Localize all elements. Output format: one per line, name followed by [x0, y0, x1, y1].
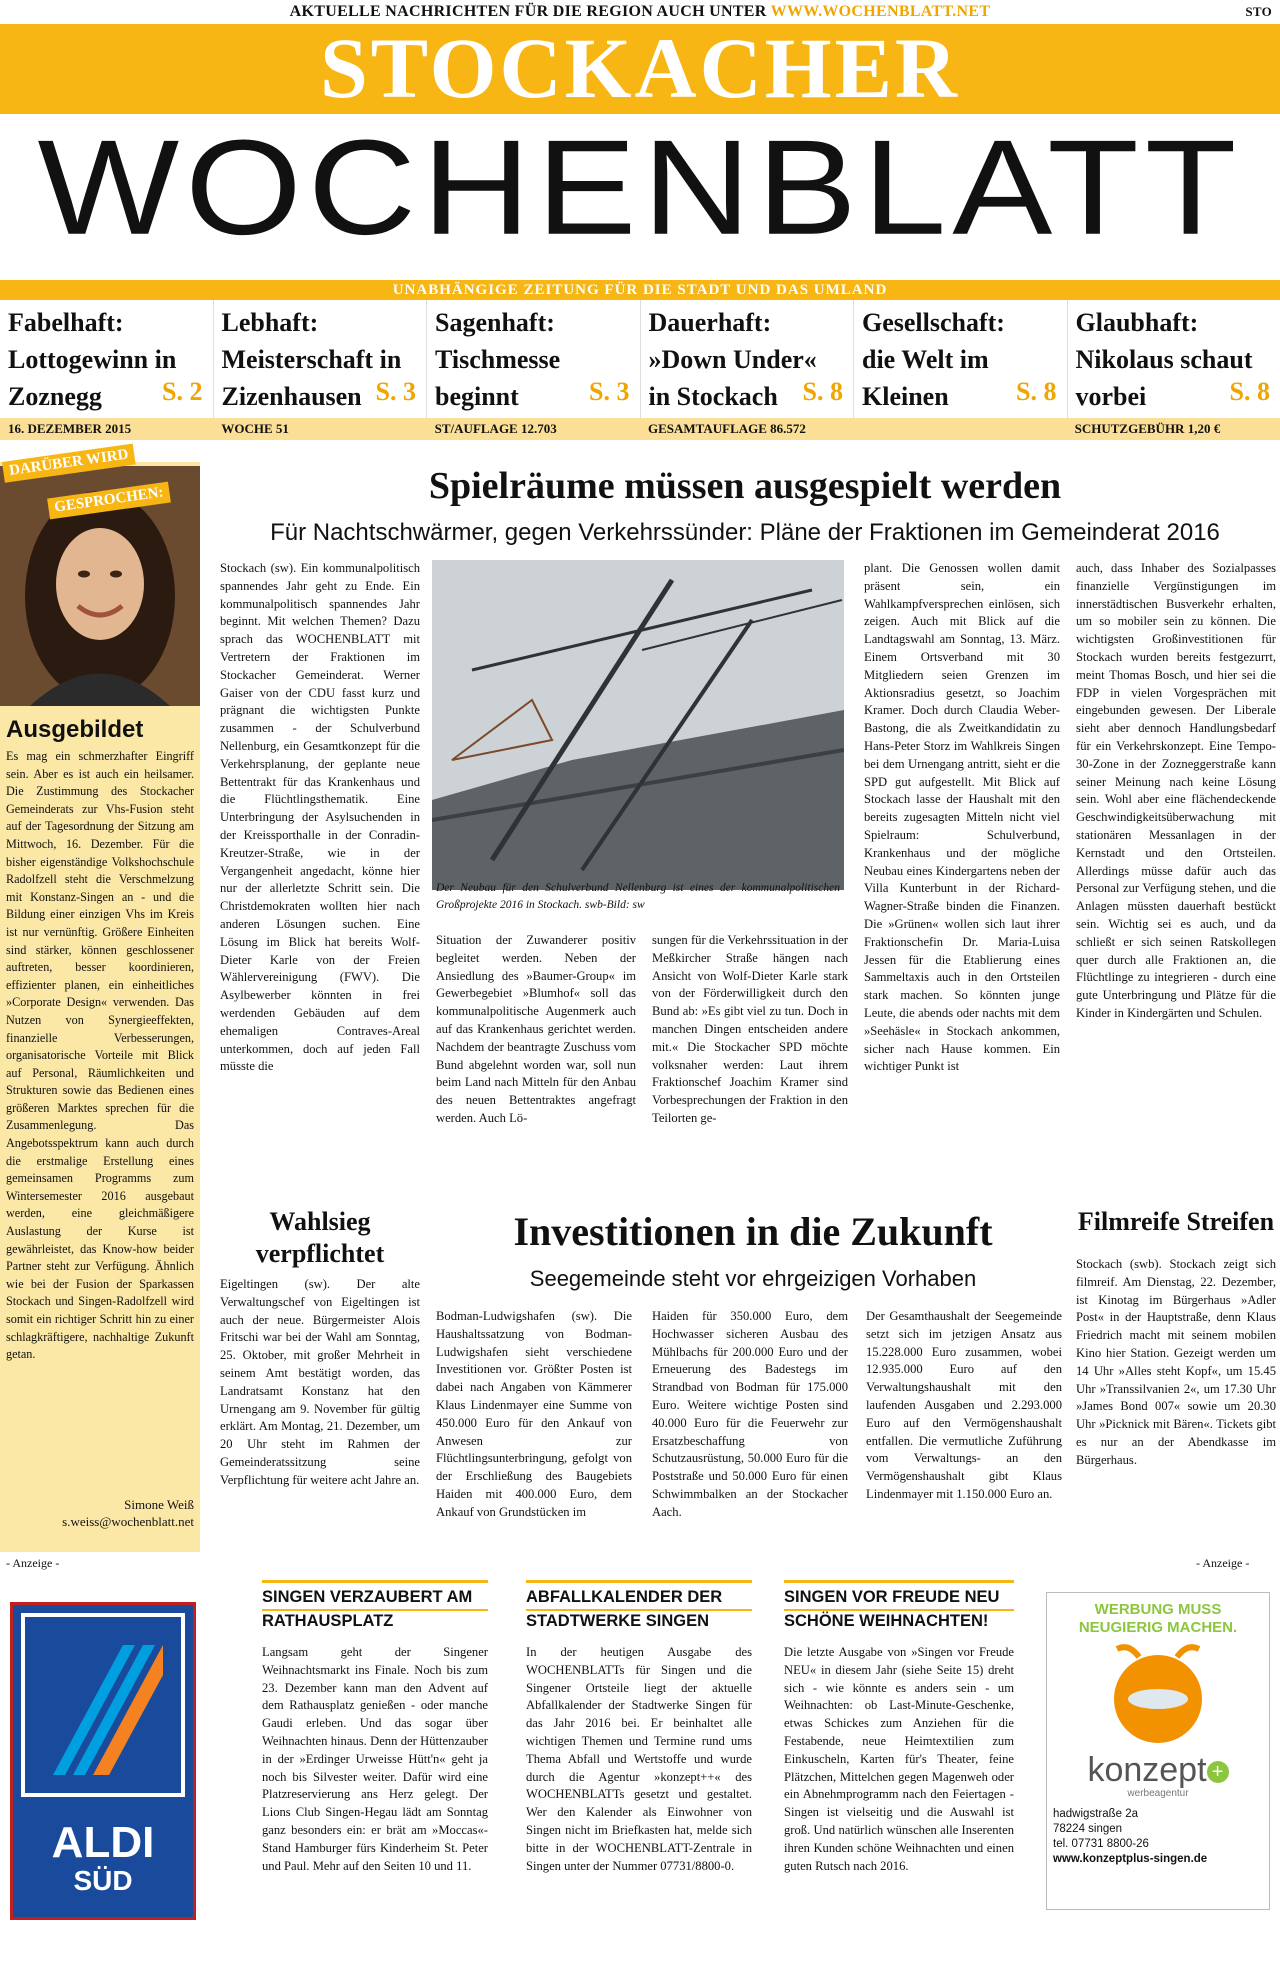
teaser-page-ref: S. 3	[375, 377, 416, 406]
brief-headline-line: RATHAUSPLATZ	[262, 1609, 488, 1631]
author-email-link[interactable]: s.weiss@wochenblatt.net	[62, 1514, 194, 1529]
teaser-item[interactable]	[854, 300, 1068, 418]
konzept-ad[interactable]	[1046, 1592, 1270, 1910]
plus-icon: +	[1207, 1761, 1229, 1783]
masthead-subtitle: UNABHÄNGIGE ZEITUNG FÜR DIE STADT UND DAS UMLAND	[0, 280, 1280, 300]
issue-fee: SCHUTZGEBÜHR 1,20 €	[1074, 421, 1221, 436]
teaser-item[interactable]	[214, 300, 428, 418]
photo-caption: Der Neubau für den Schulverbund Nellenburg ist eines der kommunalpolitischen Großprojekte 2016 in Stockach. swb-Bild: sw	[436, 882, 840, 911]
konzept-city: 78224 singen	[1053, 1823, 1123, 1835]
ad-label: - Anzeige -	[6, 1556, 60, 1570]
main-headline: Spielräume müssen ausgespielt werden	[428, 465, 1062, 507]
aldi-sub: SÜD	[73, 1865, 133, 1896]
konzept-website-link[interactable]: www.konzeptplus-singen.de	[1053, 1853, 1208, 1865]
teaser-line: Nikolaus schaut	[1075, 345, 1253, 374]
brief-headline-line: ABFALLKALENDER DER	[526, 1588, 723, 1606]
brief-body: Langsam geht der Singener Weihnachtsmarkt ins Finale. Noch bis zum 23. Dezember kann man den Advent auf dem Rathausplatz genießen - oder manche Gaudi erleben. Und das sogar über Weihnachten hinaus. Denn der Hüttenzauber in der »Erdinger Urweisse Hütt'n« geht ja noch bis Silvester weiter. Dafür wird eine Platzreservierung ans Herz gelegt. Der Lions Club Singen-Hegau lädt am Sonntag ganz besonders ein: er brät am »Moccas«-Stand Hamburger fürs Kinderheim St. Peter und Paul. Mehr auf den Seiten 10 und 11.	[262, 1645, 488, 1873]
konzept-slogan: WERBUNG MUSS NEUGIERIG MACHEN.	[1078, 1601, 1238, 1636]
teaser-bar	[0, 300, 1280, 418]
issue-edition: ST/AUFLAGE 12.703	[434, 421, 557, 436]
teaser-page-ref: S. 8	[802, 377, 843, 406]
aldi-ad[interactable]	[10, 1602, 196, 1920]
teaser-line: Sagenhaft:	[435, 308, 555, 337]
ad-label: - Anzeige -	[1196, 1556, 1250, 1570]
teaser-page-ref: S. 2	[162, 377, 203, 406]
teaser-page-ref: S. 8	[1229, 377, 1270, 406]
teaser-line: Gesellschaft:	[862, 308, 1005, 337]
aldi-logo-icon	[13, 1605, 193, 1805]
teaser-line: Tischmesse	[435, 345, 561, 374]
brief-headline-line: STADTWERKE SINGEN	[526, 1609, 752, 1631]
sidebar-label: GESPROCHEN:	[47, 482, 171, 520]
masthead-title-stockacher: STOCKACHER	[319, 20, 961, 116]
investitionen-column: Der Gesamthaushalt der Seegemeinde setzt sich im jetzigen Ansatz aus 15.228.000 Euro zusammen, wobei 12.935.000 Euro auf den Verwaltungshaushalt mit den laufenden Ausgaben und 2.293.000 Euro auf den Vermögenshaushalt entfallen. Die vermutliche Zuführung vom Verwaltungs- an den Vermögenshaushalt gibt Klaus Lindenmayer mit 1.150.000 Euro an.	[866, 1309, 1062, 1501]
issue-info-bar	[0, 418, 1280, 440]
teaser-line: in Stockach	[648, 382, 778, 411]
teaser-line: beginnt	[435, 382, 519, 411]
teaser-item[interactable]	[641, 300, 855, 418]
teaser-line: vorbei	[1075, 382, 1147, 411]
filmreife-body: Stockach (swb). Stockach zeigt sich filmreif. Am Dienstag, 22. Dezember, ist Kinotag im Bürgerhaus »Adler Post« in der Hauptstraße, denn Klaus Friedrich macht mit seinem mobilen Kino hier Station. Gezeigt werden um 14 Uhr »Alles steht Kopf«, um 15.45 Uhr »Transsilvanien 2«, um 17.30 Uhr »James Bond 007« sowie um 20.30 Uhr »Picknick mit Bären«. Tickets gibt es nur an der Abendkasse im Bürgerhaus.	[1076, 1257, 1276, 1467]
brief-body: Die letzte Ausgabe von »Singen vor Freude NEU« in diesem Jahr (siehe Seite 15) dreht sich - wie könnte es anders sein - um Weihnachten: ob Last-Minute-Geschenke, etwas Schickes zum Anziehen für die Festabende, neue Heimtextilien zum Einkuscheln, Karten für's Theater, feine Plätzchen, Mittelchen gegen Magenweh oder ein Abnehmprogramm nach den Feiertagen - Singen ist vielseitig und die Auswahl ist groß. Und natürlich wünschen alle Inserenten ihren Kunden schöne Weihnachten und einen guten Rutsch nach 2016.	[784, 1645, 1014, 1873]
wahlsieg-headline: Wahlsieg verpflichtet	[255, 1207, 385, 1268]
wahlsieg-body: Eigeltingen (sw). Der alte Verwaltungschef von Eigeltingen ist auch der neue. Bürgermeister Alois Fritschi war bei der Wahl am Sonntag, 25. Oktober, mit großer Mehrheit in seinem Amt bestätigt worden, das Landratsamt Konstanz hat den Urnengang am 9. November für gültig erklärt. Am Montag, 21. Dezember, um 20 Uhr steht im Rahmen der Gemeinderatssitzung seine Verpflichtung für weitere acht Jahre an.	[220, 1277, 420, 1487]
main-article-column: plant. Die Genossen wollen damit präsent sein, ein Wahlkampfversprechen einlösen, sich zeigen. Auch mit Blick auf die Landtagswahl am Sonntag, 13. März. Einem Ortsverband mit 30 Mitgliedern seien Grenzen im Aktionsradius gesetzt, so Joachim Kramer. Doch durch Claudia Weber-Bastong, die als Zweitkandidatin zu Hans-Peter Storz im Wahlkreis Singen bei dem Urnengang antritt, sieht er die SPD gut aufgestellt. Mit Blick auf Stockach lasse der Haushalt mit den bereits zugesagten Mitteln nicht viel Spielraum: Schulverbund, Krankenhaus und der mögliche Neubau eines Kindergartens neben der Villa Kunterbunt in der Richard-Wagner-Straße binden die Finanzen. Die »Grünen« wollen sich laut ihrer Fraktionschefin Dr. Maria-Luisa Jessen für die Etablierung eines Sammeltaxis auch in den Ortsteilen stark machen. So könnten junge Leute, die abends oder nachts mit dem »Seehäsle« in Stockach ankommen, sicher nach Hause kommen. Ein wichtiger Punkt ist	[864, 561, 1060, 1074]
issue-date: 16. DEZEMBER 2015	[8, 421, 132, 436]
teaser-item[interactable]	[427, 300, 641, 418]
sidebar-label: DARÜBER WIRD	[2, 444, 136, 483]
teaser-line: Zoznegg	[8, 382, 102, 411]
teaser-page-ref: S. 3	[589, 377, 630, 406]
investitionen-headline: Investitionen in die Zukunft	[513, 1209, 993, 1254]
teaser-line: Lebhaft:	[221, 308, 319, 337]
brief-headline-line: SINGEN VERZAUBERT AM	[262, 1588, 473, 1606]
brief-headline-line: SCHÖNE WEIHNACHTEN!	[784, 1609, 1014, 1631]
konzept-address: hadwigstraße 2a	[1053, 1808, 1139, 1820]
aldi-wordmark: ALDI	[51, 1818, 155, 1867]
teaser-line: Meisterschaft in	[221, 345, 402, 374]
sidebar-headline: Ausgebildet	[6, 716, 144, 743]
issue-spacer	[853, 418, 1066, 440]
teaser-line: Zizenhausen	[221, 382, 362, 411]
konzept-brand	[1047, 1752, 1269, 1788]
edition-code: STO	[1245, 4, 1272, 19]
filmreife-headline: Filmreife Streifen	[1077, 1207, 1275, 1236]
sidebar-author	[6, 1496, 194, 1530]
teaser-item[interactable]	[0, 300, 214, 418]
brief-headline	[784, 1580, 1014, 1631]
author-name: Simone Weiß	[124, 1497, 194, 1512]
issue-week: WOCHE 51	[221, 421, 289, 436]
issue-total-circulation: GESAMTAUFLAGE 86.572	[647, 421, 806, 436]
investitionen-column: Bodman-Ludwigshafen (sw). Die Haushaltssatzung von Bodman-Ludwigshafen sieht verschiedene Investitionen vor. Größter Posten ist dabei nach Angaben von Kämmerer Klaus Lindenmayer eine Summe von 450.000 Euro für den Ankauf von Anwesen zur Flüchtlingsunterbringung, gefolgt von der Erschließung des Baugebiets Haiden mit 400.000 Euro, dem Ankauf von Grundstücken im	[436, 1309, 632, 1519]
main-article-column: Situation der Zuwanderer positiv begleitet werden. Neben der Ansiedlung des »Baumer-Group« im Gewerbegebiet »Blumhof« soll das kommunalpolitische Augenmerk auch auf das Krankenhaus gerichtet werden. Nachdem der beantragte Zuschuss vom Bund abgelehnt worden war, soll nun beim Land nach Mitteln für den Anbau des neuen Bettentraktes angefragt werden. Auch Lö-	[436, 933, 636, 1125]
teaser-line: »Down Under«	[648, 345, 817, 374]
teaser-item[interactable]	[1068, 300, 1280, 418]
topline-text: AKTUELLE NACHRICHTEN FÜR DIE REGION AUCH UNTER	[289, 3, 767, 20]
konzept-phone: tel. 07731 8800-26	[1053, 1838, 1149, 1850]
brief-headline	[526, 1580, 752, 1631]
konzept-tagline: werbeagentur	[1127, 1788, 1189, 1799]
teaser-line: Kleinen	[862, 382, 949, 411]
topline-url-link[interactable]: WWW.WOCHENBLATT.NET	[770, 3, 991, 20]
teaser-line: Glaubhaft:	[1075, 308, 1199, 337]
investitionen-subheadline: Seegemeinde steht vor ehrgeizigen Vorhaben	[529, 1266, 977, 1291]
brief-headline	[262, 1580, 488, 1631]
orange-icon	[1047, 1637, 1269, 1747]
teaser-line: die Welt im	[862, 345, 989, 374]
sidebar-body: Es mag ein schmerzhafter Eingriff sein. Aber es ist auch ein heilsamer. Die Zustimmung des Stockacher Gemeinderats zur Vhs-Fusion steht auf der Tagesordnung der Sitzung am Mittwoch, 16. Dezember. Für die bisher eigenständige Volkshochschule Radolfzell steht die Verschmelzung mit Konstanz-Singen an - und die Bildung einer einzigen Vhs im Kreis ist nur vernünftig. Größere Einheiten sind stärker, können geschlossener auftreten, besser koordinieren, effizienter planen, ein einheitliches »Corporate Design« verwenden. Das Nutzen von Synergieeffekten, finanzielle Verbesserungen, organisatorische Vorteile mit Blick auf Personal, Räumlichkeiten und Strukturen sowie das Bedienen eines größeren Marktes sprechen für die Zusammenlegung. Das Angebotsspektrum kann auch durch die erstmalige Erstellung eines gemeinsamen Programms zum Wintersemester 2016 ausgebaut werden, eine gleichmäßigere Auslastung der Kurse ist gewährleistet, das Know-how beider Partner steht zur Verfügung. Ähnlich wie bei der Fusion der Sparkassen Stockach und Singen-Radolfzell wird somit ein richtiger Schritt hin zu einer schlagkräftigere, nachhaltige Zukunft getan.	[6, 749, 194, 1362]
teaser-line: Dauerhaft:	[648, 308, 772, 337]
brief-body: In der heutigen Ausgabe des WOCHENBLATTs für Singen und die Singener Ortsteile liegt der aktuelle Abfallkalender der Stadtwerke Singen für das Jahr 2016 bei. Er beinhaltet alle wichtigen Themen und Termine rund ums Thema Abfall und Wertstoffe und wurde durch die Agentur »konzept++« des WOCHENBLATTs gesetzt und gestaltet. Wer den Kalender als Einwohner von Singen nicht im Briefkasten hat, melde sich bitte in der WOCHENBLATT-Zentrale in Singen unter der Nummer 07731/8800-0.	[526, 1645, 752, 1873]
investitionen-column: Haiden für 350.000 Euro, dem Hochwasser sicheren Ausbau des Mühlbachs für 200.000 Euro und der Erneuerung des Badestegs im Strandbad von Bodman für 175.000 Euro. Weitere wichtige Posten sind 40.000 Euro für die Feuerwehr zur Ersatzbeschaffung von Schutzausrüstung, 50.000 Euro für die Poststraße und 50.000 Euro für einen Schwimmbalken an der Stockacher Aach.	[652, 1309, 848, 1519]
konzept-wordmark: konzept	[1087, 1751, 1207, 1789]
masthead-title-wochenblatt: WOCHENBLATT	[37, 111, 1243, 263]
main-subheadline: Für Nachtschwärmer, gegen Verkehrssünder: Pläne der Fraktionen im Gemeinderat 2016	[270, 519, 1220, 546]
teaser-line: Lottogewinn in	[8, 345, 177, 374]
teaser-page-ref: S. 8	[1016, 377, 1057, 406]
teaser-line: Fabelhaft:	[8, 308, 124, 337]
main-article-column: Stockach (sw). Ein kommunalpolitisch spannendes Jahr geht zu Ende. Ein kommunalpolitisch spannendes Jahr beginnt. Mit welchen Themen? Dazu sprach das WOCHENBLATT mit Vertretern der Fraktionen im Stockacher Gemeinderat. Werner Gaiser von der CDU fasst kurz und prägnant die wichtigsten Punkte zusammen - der Schulverbund Nellenburg, ein Gesamtkonzept für die Verkehrsplanung, der geplante neue Bettentrakt für das Krankenhaus und die Flüchtlingsthematik. Eine Unterbringung der Asylsuchenden in der Kreissporthalle in der Conradin-Kreutzer-Straße, wie in der Vergangenheit angedacht, könne hier nur der allerletzte Schritt sein. Die Christdemokraten wollten hier nach anderen Lösungen suchen. Eine Lösung im Blick hat bereits Wolf-Dieter Karle von der Freien Wählervereinigung (FWV). Die Asylbewerber könnten in frei werdenden Gebäuden auf dem ehemaligen Contraves-Areal unterkommen, doch auf jeden Fall müsste die	[220, 561, 420, 1074]
main-article-column: auch, dass Inhaber des Sozialpasses finanzielle Vergünstigungen im innerstädtischen Busverkehr erhalten, um so mobiler sein zu können. Die wichtigsten Großinvestitionen für Stockach wurden bereits festgezurrt, meint Thomas Bosch, und hier sei die FDP in vielen Vorgesprächen mit eingebunden gewesen. Der Liberale sieht aber dennoch Handlungsbedarf für ein Verkehrskonzept. Eine Tempo-30-Zone in der Zozneggerstraße kann seiner Meinung nach keine Lösung sein. Wohl aber eine flächendeckende Geschwindigkeitsüberwachung mit stationären Messanlagen in der Kernstadt und den Ortsteilen. Allerdings müsse dafür auch das Personal zur Verfügung stehen, und die Anlagen müssten dauerhaft bestückt sein. Wichtig sei es auch, und da schließt er sich seinen Ratskollegen quer durch alle Fraktionen an, die Flüchtlinge zu integrieren - durch eine gute Unterbringung und Plätze für die Kinder in Kindergärten und Schulen.	[1076, 561, 1276, 1020]
construction-crane-photo	[432, 560, 844, 890]
brief-headline-line: SINGEN VOR FREUDE NEU	[784, 1588, 1000, 1606]
main-article-column: sungen für die Verkehrssituation in der Meßkircher Straße hängen nach Ansicht von Wolf-Dieter Karle stark von der Förderwilligkeit durch den Bund ab: »Es gibt viel zu tun. Doch in manchen Dingen entscheiden andere mit.« Die Stockacher SPD möchte volksnaher werden: Laut ihrem Fraktionschef Joachim Kramer sind Vorbesprechungen der Fraktion in den Teilorten ge-	[652, 933, 848, 1125]
